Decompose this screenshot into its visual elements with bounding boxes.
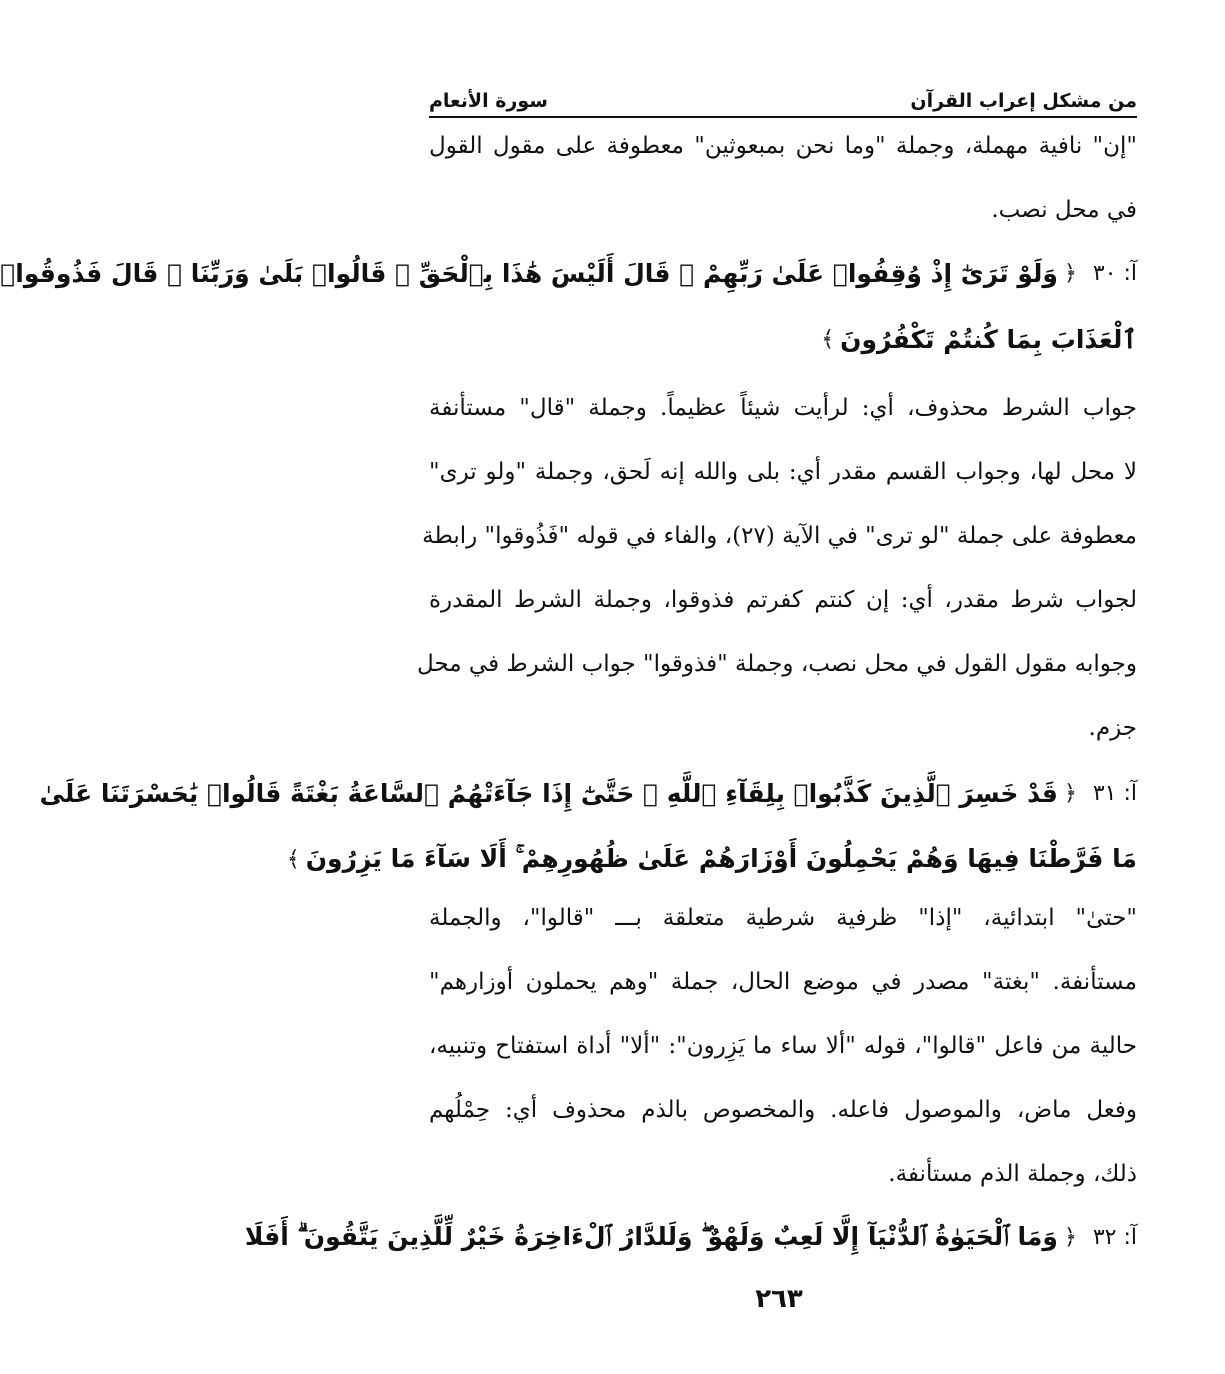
paragraph-2 — [417, 376, 1137, 760]
text-line: جزم. — [1088, 715, 1137, 741]
text-line: وفعل ماض، والموصول فاعله. والمخصوص بالذم محذوف أي: حِمْلُهم — [429, 1097, 1137, 1123]
verse-line — [244, 1204, 1137, 1270]
verse-line — [429, 306, 1137, 372]
text-line: لجواب شرط مقدر، أي: إن كنتم كفرتم فذوقوا، وجملة الشرط المقدرة — [429, 587, 1137, 613]
verse-30 — [0, 240, 1137, 372]
quran-text: ٱلْعَذَابَ بِمَا كُنتُمْ تَكْفُرُونَ — [840, 324, 1137, 354]
text-line: وجوابه مقول القول في محل نصب، وجملة "فذوقوا" جواب الشرط في محل — [417, 651, 1137, 677]
verse-reference: آ: ٣٢ — [1092, 1224, 1137, 1250]
paragraph-3 — [429, 886, 1137, 1206]
surah-title: سورة الأنعام — [429, 90, 548, 112]
verse-line — [39, 760, 1137, 826]
page-number: ٢٦٣ — [755, 1284, 803, 1314]
ornate-bracket-open-icon: ﴿ — [1063, 780, 1077, 806]
text-line: لا محل لها، وجواب القسم مقدر أي: بلى والله إنه لَحق، وجملة "ولو ترى" — [429, 459, 1137, 485]
verse-reference: آ: ٣١ — [1092, 780, 1137, 806]
quran-text: مَا فَرَّطْنَا فِيهَا وَهُمْ يَحْمِلُونَ أَوْزَارَهُمْ عَلَىٰ ظُهُورِهِمْ ۚ أَلَا سَآءَ مَا يَزِرُونَ — [305, 844, 1137, 873]
book-title: من مشكل إعراب القرآن — [910, 90, 1137, 112]
ornate-bracket-close-icon: ﴾ — [821, 326, 835, 352]
quran-text: قَدْ خَسِرَ ٱلَّذِينَ كَذَّبُوا۟ بِلِقَآءِ ٱللَّهِ ۖ حَتَّىٰٓ إِذَا جَآءَتْهُمُ ٱلسَّاعَةُ بَغْتَةً قَالُوا۟ يَٰحَسْرَتَنَا عَلَىٰ — [39, 778, 1058, 808]
ornate-bracket-close-icon: ﴾ — [286, 846, 300, 872]
text-line: "حتىٰ" ابتدائية، "إذا" ظرفية شرطية متعلقة بـــ "قالوا"، والجملة — [429, 905, 1137, 931]
verse-line — [0, 240, 1137, 306]
text-line: جواب الشرط محذوف، أي: لرأيت شيئاً عظيماً. وجملة "قال" مستأنفة — [429, 395, 1137, 421]
text-line: في محل نصب. — [991, 197, 1137, 223]
text-line: مستأنفة. "بغتة" مصدر في موضع الحال، جملة "وهم يحملون أوزارهم" — [429, 969, 1137, 995]
verse-line — [286, 826, 1137, 892]
quran-text: وَلَوْ تَرَىٰٓ إِذْ وُقِفُوا۟ عَلَىٰ رَبِّهِمْ ۚ قَالَ أَلَيْسَ هَٰذَا بِٱلْحَقِّ ۚ قَالُوا۟ بَلَىٰ وَرَبِّنَا ۚ قَالَ فَذُوقُوا۟ — [0, 258, 1058, 288]
text-line: حالية من فاعل "قالوا"، قوله "ألا ساء ما يَزِرون": "ألا" أداة استفتاح وتنبيه، — [429, 1033, 1137, 1059]
text-line: معطوفة على جملة "لو ترى" في الآية (٢٧)، والفاء في قوله "فَذُوقوا" رابطة — [422, 523, 1137, 549]
verse-31 — [39, 760, 1137, 892]
verse-reference: آ: ٣٠ — [1092, 260, 1137, 286]
ornate-bracket-open-icon: ﴿ — [1063, 1224, 1077, 1250]
text-line: ذلك، وجملة الذم مستأنفة. — [888, 1161, 1137, 1187]
quran-text: وَمَا ٱلْحَيَوٰةُ ٱلدُّنْيَآ إِلَّا لَعِبٌ وَلَهْوٌ ۖ وَلَلدَّارُ ٱلْءَاخِرَةُ خَيْرٌ لِّلَّذِينَ يَتَّقُونَ ۗ أَفَلَا — [244, 1222, 1058, 1251]
text-line: "إن" نافية مهملة، وجملة "وما نحن بمبعوثين" معطوفة على مقول القول — [429, 133, 1137, 159]
verse-32 — [244, 1204, 1137, 1270]
ornate-bracket-open-icon: ﴿ — [1063, 260, 1077, 286]
paragraph-1 — [429, 114, 1137, 242]
